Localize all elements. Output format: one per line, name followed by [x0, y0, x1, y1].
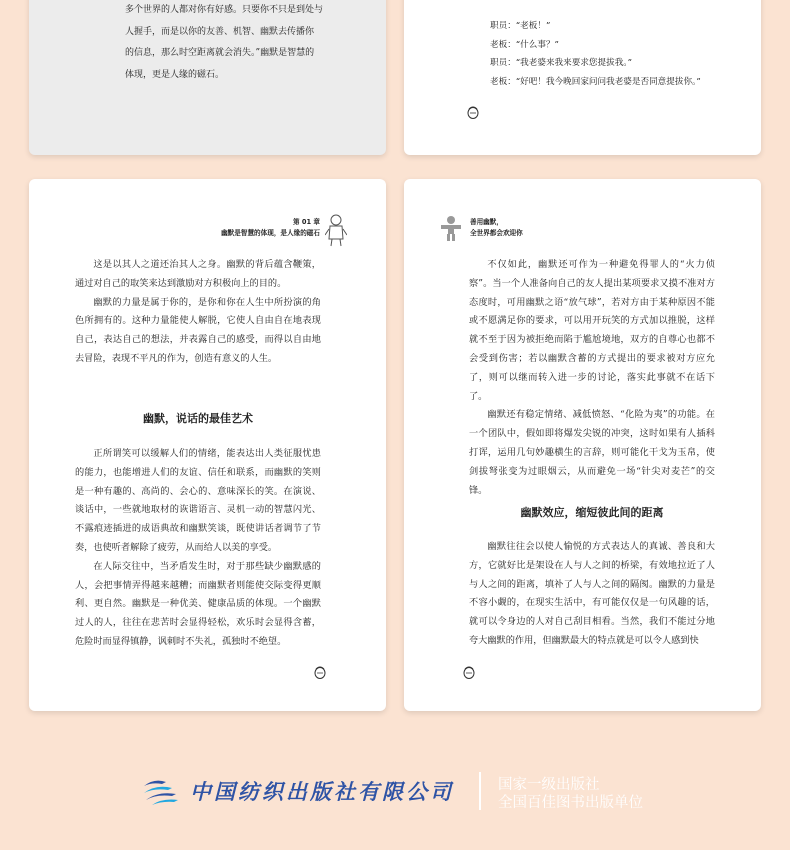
header-line: 善用幽默， [470, 218, 503, 226]
paragraph: 不仅如此，幽默还可作为一种避免得罪人的“火力侦察”。当一个人准备向自己的友人提出某项要求又摸不准对方态度时，可用幽默之语“放气球”，若对方由于某种原因不能或不愿满足你的要求，可以用开玩笑的方式加以推脱，这样就不至于因为被拒绝而陷于尴尬境地，双方的自尊心也都不会受到伤害；若以幽默含蓄的方式提出的要求被对方应允了，则可以继而转入进一步的讨论，落实此事就不在话下了。 [469, 259, 715, 402]
book-page-3 [29, 179, 386, 711]
paragraph: 这是以其人之道还治其人之身。幽默的背后蕴含鞭策，通过对自己的取笑来达到激励对方积极向上的目的。 [75, 259, 321, 289]
dialogue-line: 职员：“老板！” [490, 21, 551, 31]
page1-line: 体现，更是人缘的磁石。 [125, 69, 225, 80]
page1-line: 人握手，而是以你的友善、机智、幽默去传播你 [125, 26, 315, 37]
footer-divider [479, 772, 481, 810]
book-page-2 [404, 0, 761, 155]
cartoon-figure-icon [438, 215, 464, 241]
paragraph: 正所谓笑可以缓解人们的情绪，能表达出人类征服忧患的能力，也能增进人们的友谊、信任和联系，而幽默的笑则是一种有趣的、高尚的、会心的、意味深长的笑。在演说、谈话中，一些就地取材的诙谐语言、灵机一动的智慧闪光、不露痕迹插进的成语典故和幽默笑谈，既使讲话者调节了节奏，也使听者解除了疲劳，从而给人以美的享受。 [75, 448, 321, 553]
publisher-tagline: 全国百佳图书出版单位 [498, 795, 643, 811]
chapter-number: 第 01 章 [293, 218, 320, 226]
paragraph: 幽默还有稳定情绪、减低愤怒、“化险为夷”的功能。在一个团队中，假如即将爆发尖锐的冲突，这时如果有人插科打诨，运用几句妙趣横生的言辞，则可能化干戈为玉帛，使剑拔弩张变为过眼烟云，从而避免一场“针尖对麦芒”的交锋。 [469, 409, 715, 496]
page-number-icon [467, 105, 479, 119]
book-page-4 [404, 179, 761, 711]
page1-line: 的信息，那么时空距离就会消失。”幽默是智慧的 [125, 48, 315, 58]
page1-line: 多个世界的人都对你有好感。只要你不只是到处与 [125, 5, 324, 15]
chapter-header [470, 217, 523, 239]
page-number-icon [314, 665, 326, 679]
dialogue-line: 职员：“我老婆来我来要求您提拔我。” [490, 58, 632, 69]
paragraph: 幽默的力量是属于你的，是你和你在人生中所扮演的角色所拥有的。这种力量能使人解脱，它使人自由自在地表现自己，表达自己的想法，并表露自己的感受，而得以自由地去冒险，表现不平凡的作为，创造有意义的人生。 [75, 296, 321, 364]
publisher-tagline: 国家一级出版社 [498, 777, 600, 793]
book-page-1 [29, 0, 386, 155]
cartoon-figure-icon [325, 213, 347, 247]
section-title: 幽默效应，缩短彼此间的距离 [520, 506, 664, 519]
paragraph: 在人际交往中，当矛盾发生时，对于那些缺少幽默感的人，会把事情弄得越来越糟；而幽默者则能使交际变得更顺利、更自然。幽默是一种优美、健康品质的体现。一个幽默过人的人，往往在悲苦时会显得轻松，欢乐时会显得含蓄，危险时而显得镇静，讽刺时不失礼，孤独时不绝望。 [75, 560, 321, 647]
header-line: 全世界都会欢迎你 [470, 229, 523, 237]
paragraph: 幽默往往会以使人愉悦的方式表达人的真诚、善良和大方，它就好比是架设在人与人之间的桥梁，有效地拉近了人与人之间的距离，填补了人与人之间的隔阂。幽默的力量是不容小觑的，在现实生活中，有可能仅仅是一句风趣的话，就可以令身边的人对自己刮目相看。当然，我们不能过分地夸大幽默的作用，但幽默最大的特点就是可以令人感到快 [469, 541, 715, 646]
chapter-header [221, 217, 320, 239]
dialogue-line: 老板：“什么事？” [490, 39, 559, 50]
publisher-name: 中国纺织出版社有限公司 [190, 779, 454, 804]
section-title: 幽默，说话的最佳艺术 [143, 412, 253, 425]
publisher-logo-icon [142, 776, 180, 806]
chapter-title: 幽默是智慧的体现，是人缘的磁石 [221, 229, 320, 237]
dialogue-line: 老板：“好吧！我今晚回家问问我老婆是否同意提拔你。” [490, 76, 701, 87]
page-number-icon [463, 665, 475, 679]
